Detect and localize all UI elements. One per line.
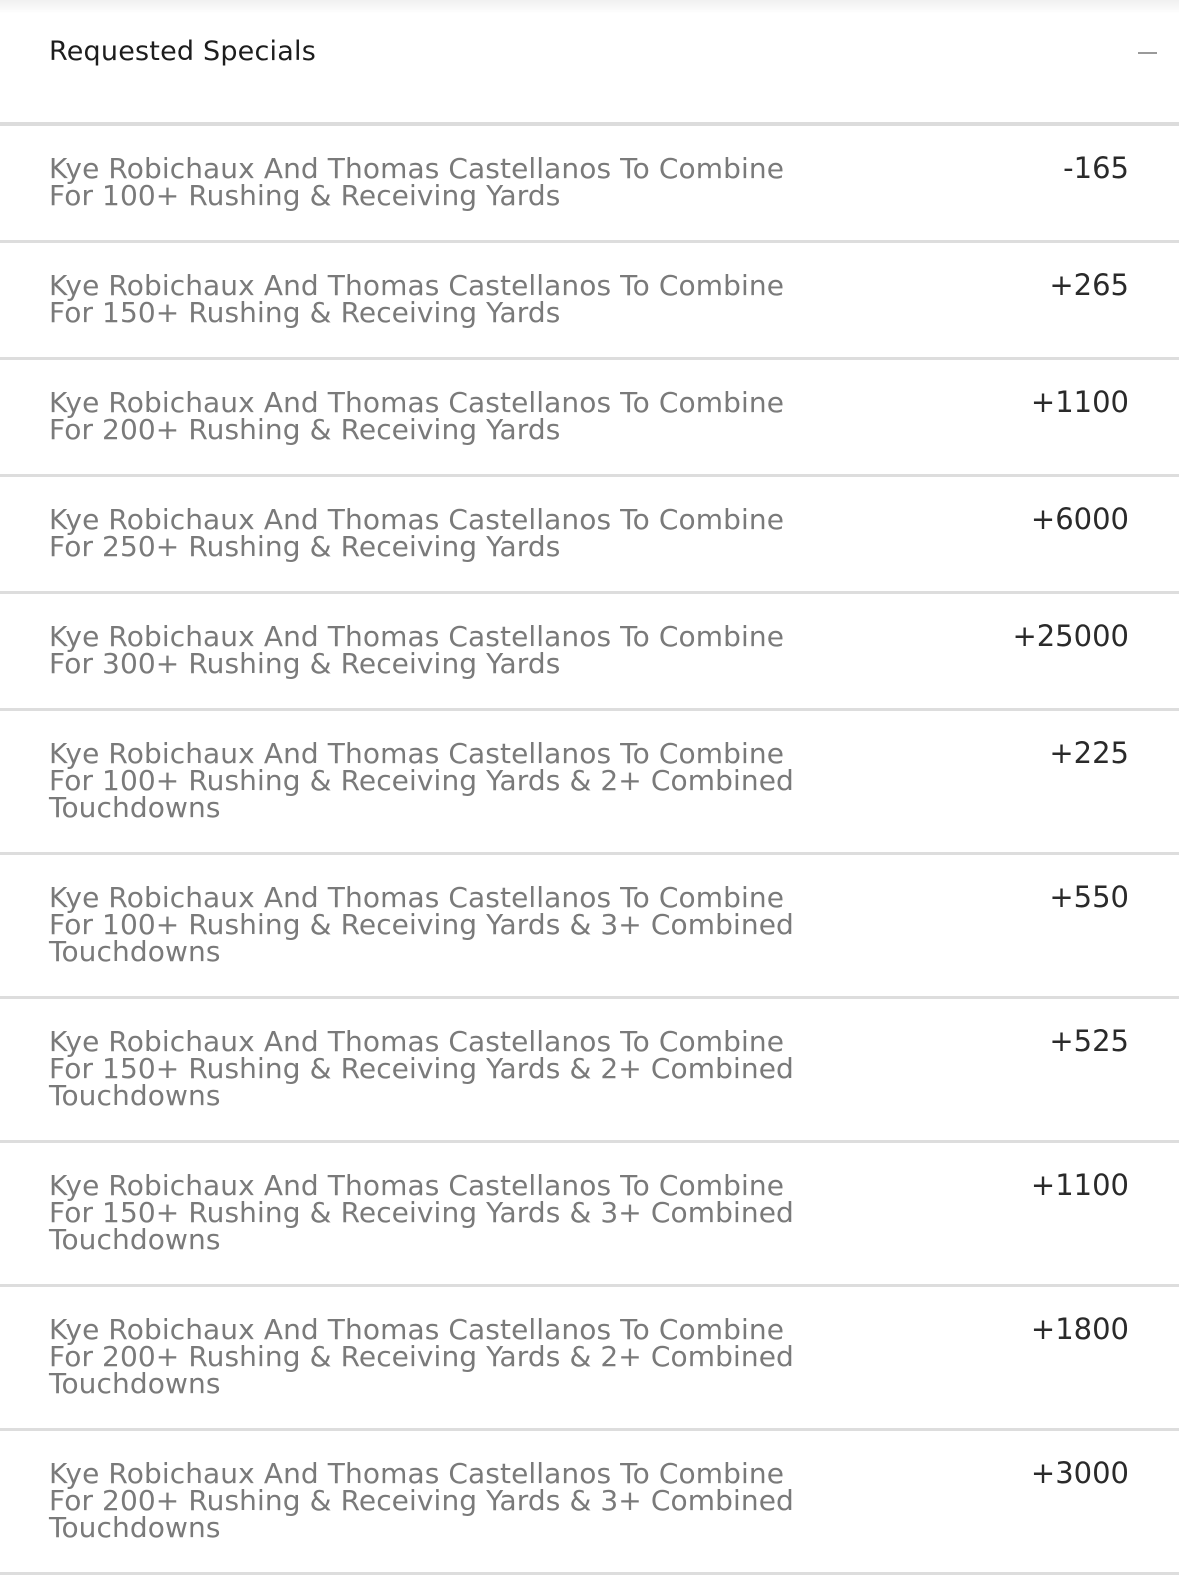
- market-row[interactable]: [0, 126, 1179, 243]
- market-label: Kye Robichaux And Thomas Castellanos To Combine For 100+ Rushing & Receiving Yards & 2+ Combined Touchdowns: [49, 737, 794, 824]
- market-row[interactable]: [0, 477, 1179, 594]
- market-label: Kye Robichaux And Thomas Castellanos To Combine For 200+ Rushing & Receiving Yards & 2+ Combined Touchdowns: [49, 1313, 794, 1400]
- market-label: Kye Robichaux And Thomas Castellanos To Combine For 150+ Rushing & Receiving Yards & 2+ Combined Touchdowns: [49, 1025, 794, 1112]
- market-odds[interactable]: +225: [1049, 736, 1129, 770]
- market-odds[interactable]: -165: [1063, 151, 1129, 185]
- market-odds[interactable]: +3000: [1030, 1456, 1129, 1490]
- minus-icon: [1138, 52, 1157, 54]
- market-row[interactable]: [0, 855, 1179, 999]
- market-odds[interactable]: +265: [1049, 268, 1129, 302]
- market-row[interactable]: [0, 594, 1179, 711]
- market-label: Kye Robichaux And Thomas Castellanos To Combine For 250+ Rushing & Receiving Yards: [49, 503, 785, 563]
- market-row[interactable]: [0, 243, 1179, 360]
- section-title: Requested Specials: [49, 36, 316, 67]
- market-odds[interactable]: +1800: [1030, 1312, 1129, 1346]
- market-label: Kye Robichaux And Thomas Castellanos To Combine For 200+ Rushing & Receiving Yards: [49, 386, 785, 446]
- market-row[interactable]: [0, 999, 1179, 1143]
- market-odds[interactable]: +550: [1049, 880, 1129, 914]
- market-label: Kye Robichaux And Thomas Castellanos To Combine For 100+ Rushing & Receiving Yards & 3+ Combined Touchdowns: [49, 881, 794, 968]
- section-header[interactable]: [0, 0, 1179, 122]
- market-row[interactable]: [0, 360, 1179, 477]
- market-odds[interactable]: +525: [1049, 1024, 1129, 1058]
- market-label: Kye Robichaux And Thomas Castellanos To Combine For 100+ Rushing & Receiving Yards: [49, 152, 785, 212]
- markets-list: [0, 126, 1179, 1575]
- market-row[interactable]: [0, 711, 1179, 855]
- market-odds[interactable]: +6000: [1030, 502, 1129, 536]
- market-odds[interactable]: +1100: [1030, 385, 1129, 419]
- market-label: Kye Robichaux And Thomas Castellanos To Combine For 150+ Rushing & Receiving Yards & 3+ Combined Touchdowns: [49, 1169, 794, 1256]
- market-label: Kye Robichaux And Thomas Castellanos To Combine For 300+ Rushing & Receiving Yards: [49, 620, 785, 680]
- market-label: Kye Robichaux And Thomas Castellanos To Combine For 150+ Rushing & Receiving Yards: [49, 269, 785, 329]
- market-row[interactable]: [0, 1431, 1179, 1575]
- market-odds[interactable]: +25000: [1012, 619, 1129, 653]
- market-row[interactable]: [0, 1287, 1179, 1431]
- market-row[interactable]: [0, 1143, 1179, 1287]
- collapse-button[interactable]: [1130, 36, 1166, 70]
- market-label: Kye Robichaux And Thomas Castellanos To Combine For 200+ Rushing & Receiving Yards & 3+ Combined Touchdowns: [49, 1457, 794, 1544]
- market-odds[interactable]: +1100: [1030, 1168, 1129, 1202]
